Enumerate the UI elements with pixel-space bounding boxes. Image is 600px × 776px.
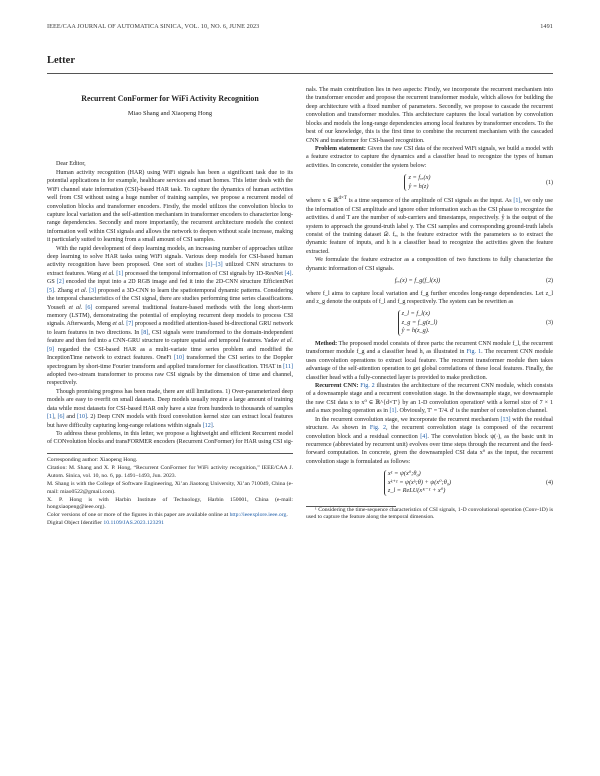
paragraph: Recurrent CNN: Fig. 2 illustrates the architecture of the recurrent CNN module, which consists of a downsample stage and a recurrent convolution stage. In the downsample stage, we downsample the raw CSI data x to x⁰ ∈ ℝ^{d×T′} by an 1-D convolution operation¹ with a kernel size of 7 × 1 and a max pooling operation as in [1]. Obviously, T′ = T/4. d′ is the number of convolution channel. <box>306 382 554 415</box>
equation-1: z = fₑₓ(x) ŷ = h(z) (1) <box>306 174 553 191</box>
citation-link[interactable]: [1] <box>116 270 124 277</box>
left-column <box>47 94 293 528</box>
citation-link[interactable]: [9] <box>47 346 55 353</box>
header-divider <box>47 73 553 74</box>
citation-link[interactable]: [1] <box>389 408 397 415</box>
section-label: Letter <box>47 55 75 66</box>
citation-link[interactable]: [1] <box>47 414 55 421</box>
figure-link[interactable]: Fig. 1 <box>466 349 482 356</box>
footnote-citation: Citation: M. Shang and X. P. Hong, “Recurrent ConFormer for WiFi activity recognition,” IEEE/CAA J. Autom. Sinica, vol. 10, no. 6, pp. 1491–1493, Jun. 2023. <box>47 464 293 479</box>
paragraph: Though promising progress has been made, there are still limitations. 1) Over-parameterized deep models are easy to overfit on small datasets. Deep models usually require a large amount of training data while most datasets for CSI-based HAR only have a size from hundreds to thousands of samples [1], [6] and [10]. 2) Deep CNN models with fixed convolution kernel size can extract local features but have difficulty capturing long-range relations within signals [12]. <box>47 388 293 429</box>
citation-link[interactable]: [4] <box>420 433 428 440</box>
citation-link[interactable]: [10] <box>76 414 88 421</box>
paragraph: Problem statement: Given the raw CSI data of the received WiFi signals, we build a model with a feature extractor to capture the dynamics and a classifier head to recognize the types of human activities. In concrete, consider the system below: <box>306 145 553 169</box>
method-heading: Method: <box>315 340 338 347</box>
citation-link[interactable]: [2] <box>56 279 64 286</box>
footnote-conv1d: ¹ Considering the time-sequence characteristics of CSI signals, 1-D convolutional operation (Conv-1D) is used to capture the feature along the temporal dimension. <box>306 506 553 521</box>
salutation: Dear Editor, <box>56 161 86 168</box>
paragraph: With the rapid development of deep learning models, an increasing number of approaches utilize deep learning to solve HAR tasks using WiFi signals. Various deep models for CSI-based human activity recognition have been proposed. One sort of studies [1]–[3] utilized CNN structures to extract features. Wang et al. [1] processed the temporal information of CSI signals by 1D-ResNet [4]. GS [2] encoded the input into a 2D RGB image and fed it into the 2D-CNN structure EfficientNet [5]. Zhang et al. [3] proposed a 3D-CNN to learn the spatiotemporal dynamic patterns. Considering the temporal characteristics of the CSI signal, there are studies performing time series classifications. Yousefi et al. [6] compared several traditional feature-based methods with the long short-term memory (LSTM), demonstrating the potential of employing recurrent deep models to process CSI signals. Afterwards, Meng et al. [7] proposed a modified attention-based bi-directional GRU network to learn features in two directions. In [8], CSI signals were transformed to the domain-independent feature and then fed into a CNN-GRU structure to capture spatial and temporal features. Yadav et al. [9] regarded the CSI-based HAR as a multi-variate time series problem and modified the InceptionTime network to extract features. OneFi [10] transformed the CSI series to the Doppler spectrogram by short-time Fourier transform and applied transformer for classification. THAT in [11] adopted two-stream transformer to process raw CSI signals by the dimension of time and channel, respectively. <box>47 245 294 387</box>
citation-link[interactable]: [10] <box>173 355 185 362</box>
citation-link[interactable]: [5] <box>47 287 55 294</box>
footnote-corresponding: Corresponding author: Xiaopeng Hong. <box>47 456 138 463</box>
citation-link[interactable]: [12] <box>202 422 213 429</box>
equation-3: z_l = f_l(x) z_g = f_g(z_l) ŷ = h(z_g). (3) <box>306 310 553 336</box>
problem-statement-heading: Problem statement: <box>315 145 366 152</box>
citation-link[interactable]: [1]–[3] <box>205 262 223 269</box>
paragraph: To address these problems, in this letter, we propose a lightweight and efficient Recurrent model of CONvolution blocks and transFORMER encoders (Recurrent ConFormer) for HAR using CSI sig- <box>47 430 293 446</box>
paragraph: In the recurrent convolution stage, we incorporate the recurrent mechanism [13] with the residual structure. As shown in Fig. 2, the recurrent convolution stage is composed of the recurrent convolution block and a residual connection [4]. The convolution block ψ(·), as the basic unit in recurrence (abbreviated by recurrent unit) evolves over time steps through the recurrent and the feed-forward computation. In concrete, given the downsampled CSI data x⁰ as the input, the recurrent convolution stage is formulated as follows: <box>306 416 553 465</box>
citation-link[interactable]: [7] <box>126 321 134 328</box>
recurrent-cnn-heading: Recurrent CNN: <box>315 382 359 389</box>
citation-link[interactable]: [6] <box>57 414 65 421</box>
footnote-divider <box>47 453 293 454</box>
footnotes <box>47 457 293 529</box>
citation-link[interactable]: [3] <box>89 287 97 294</box>
citation-link[interactable]: [11] <box>283 363 293 370</box>
equation-4: x¹ = ψ(x⁰;θ₀) xᵏ⁺¹ = ψ(xᵏ;θ) + ψ(x⁰;θ₀) z_l = ReLU(xᴷ⁻¹ + x⁰) (4) <box>306 470 553 496</box>
paragraph: where f_l aims to capture local variation and f_g further encodes long-range dependencies. Let z_l and z_g denote the outputs of f_l and f_g respectively. The system can be rewritten as <box>306 290 553 305</box>
paper-title: Recurrent ConFormer for WiFi Activity Recognition <box>81 94 259 103</box>
citation-link[interactable]: [6] <box>85 304 93 311</box>
journal-name: IEEE/CAA JOURNAL OF AUTOMATICA SINICA, VOL. 10, NO. 6, JUNE 2023 <box>47 23 260 30</box>
figure-link[interactable]: Fig. 2 <box>360 382 375 389</box>
citation-link[interactable]: [1] <box>513 198 521 205</box>
right-column <box>306 86 553 522</box>
figure-link[interactable]: Fig. 2 <box>369 425 387 432</box>
paragraph: nals. The main contribution lies in two aspects: Firstly, we incorporate the recurrent mechanism into the transformer encoder and propose the recurrent transformer module, which allows for building the deep architecture with a fixed number of parameters. Secondly, we propose to cascade the recurrent convolution and transformer modules. This architecture captures the local variation by convolution blocks and models the long-range dependencies among local features by transformer encoders. To the best of our knowledge, this is the first time to combine the recurrent mechanism with the cascaded CNN and transformer for CSI-based recognition. <box>306 87 553 144</box>
doi-link[interactable]: 10.1109/JAS.2023.123291 <box>103 520 165 527</box>
paragraph: Method: The proposed model consists of three parts: the recurrent CNN module f_l, the recurrent transformer module f_g and a classifier head h, as illustrated in Fig. 1. The recurrent CNN module uses convolution operations to extract local feature. The recurrent transformer module then takes advantage of the self-attention operation to get global correlations of these local features. Finally, the classifier head with a fully-connected layer is provided to make prediction. <box>306 340 553 381</box>
page-number: 1491 <box>540 23 553 30</box>
footnote-doi: Digital Object Identifier 10.1109/JAS.2023.123291 <box>47 520 165 527</box>
footnote-affiliation: M. Shang is with the College of Software Engineering, Xi’an Jiaotong University, Xi’an 710049, China (e-mail: miao0522@gmail.com). <box>47 480 293 495</box>
citation-link[interactable]: [8] <box>141 329 149 336</box>
paragraph: We formulate the feature extractor as a composition of two functions to fully characterize the dynamic information of CSI signals. <box>306 257 553 272</box>
footnote-color: Color versions of one or more of the figures in this paper are available online at http://ieeexplore.ieee.org. <box>47 512 288 519</box>
citation-link[interactable]: [13] <box>500 416 511 423</box>
paragraph: where x ∈ ℝ$^{d\times T}$ is a time sequence of the amplitude of CSI signals as the input. As [1], we only use the information of CSI amplitude and ignore other information such as the CSI phase to recognize the activities. d and T are the number of sub-carriers and timestamps, respectively. ŷ is the output of the system to approach the ground-truth label y. The CSI samples and corresponding ground-truth labels consist of the training dataset 𝒟. fₑₓ is the feature extractor with the parameters ω to extract the dynamic feature of inputs, and h is a classifier head to recognize the activities given the feature extracted. <box>306 196 553 255</box>
paper-authors: Miao Shang and Xiaopeng Hong <box>127 110 213 117</box>
running-header <box>47 23 553 30</box>
paragraph: Human activity recognition (HAR) using WiFi signals has been a significant task due to its potential applications in for example, healthcare services and smart homes. This letter deals with the WiFi channel state information (CSI)-based HAR task. To capture the dynamics of human activities well from CSI without using a huge number of training samples, we propose a recurrent model of convolution blocks and transformer encoders. Firstly, the model utilizes the convolution blocks to capture local variation and the self-attention mechanism in transformer encoders to characterize long-range dependencies. Secondly and more importantly, the recurrent architecture models the context information well within CSI signals and allows the network to deepen without scale increase, making it particularly suited to learning from a small amount of CSI samples. <box>47 169 293 244</box>
equation-2: fₑₓ(x) = f_g(f_l(x)) (2) <box>394 277 553 285</box>
citation-link[interactable]: [4] <box>284 270 292 277</box>
footnote-affiliation: X. P. Hong is with Harbin Institute of Technology, Harbin 150001, China (e-mail: hongxiaopeng@ieee.org). <box>47 496 293 511</box>
ieeexplore-link[interactable]: http://ieeexplore.ieee.org <box>229 512 287 519</box>
